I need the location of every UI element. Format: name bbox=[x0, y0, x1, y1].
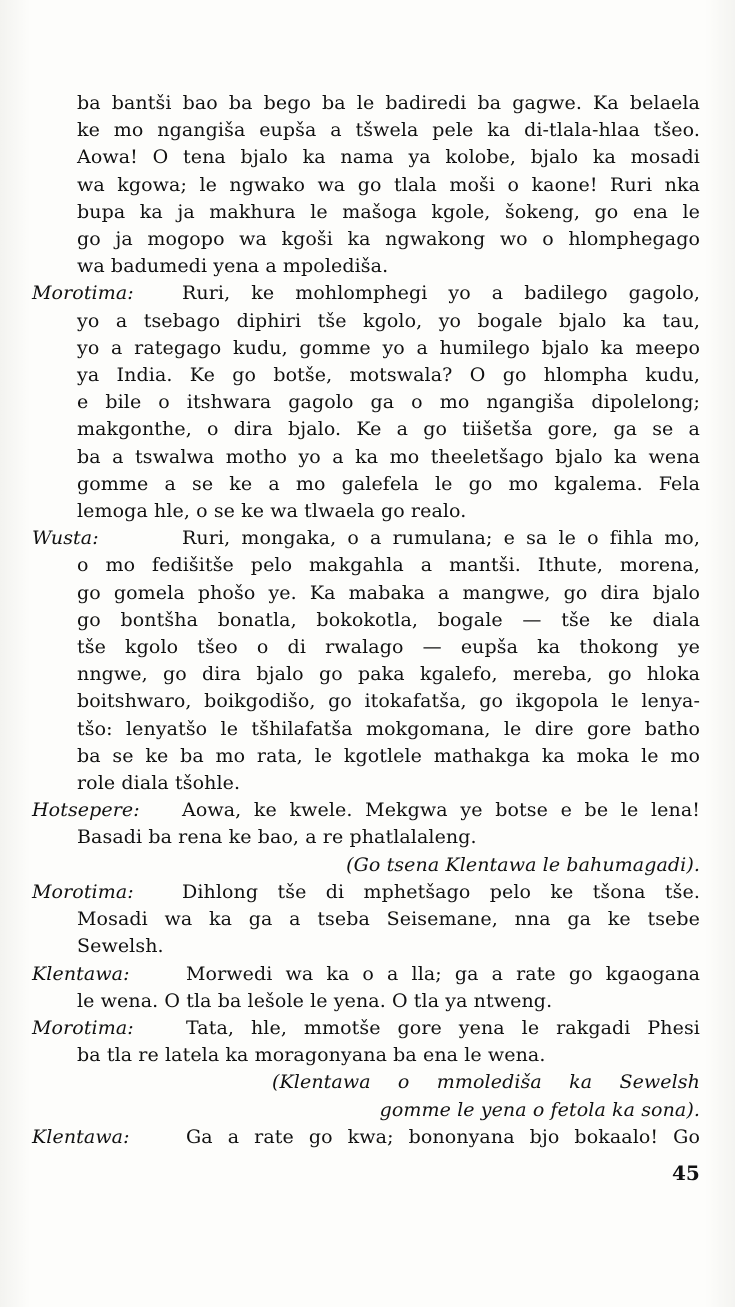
dialogue-line: ba se ke ba mo rata, le kgotlele mathakga ka moka le mo bbox=[77, 744, 700, 767]
dialogue-line: boitshwaro, boikgodišo, go itokafatša, go ikgopola le lenya- bbox=[77, 690, 700, 713]
dialogue-line: Basadi ba rena ke bao, a re phatlalaleng. bbox=[77, 826, 477, 849]
page-text bbox=[32, 90, 700, 1151]
page-number: 45 bbox=[672, 1161, 700, 1185]
dialogue-line: tše kgolo tšeo o di rwalago — eupša ka thokong ye bbox=[77, 636, 700, 659]
dialogue-line: Morwedi wa ka o a lla; ga a rate go kgaogana bbox=[186, 962, 700, 985]
speaker-name: Morotima: bbox=[32, 282, 134, 305]
text-line: bupa ka ja makhura le mašoga kgole, šokeng, go ena le bbox=[77, 200, 700, 223]
speaker-name: Morotima: bbox=[32, 880, 134, 903]
dialogue-entry bbox=[32, 525, 700, 797]
dialogue-line: yo a tsebago diphiri tše kgolo, yo bogale bjalo ka tau, bbox=[77, 309, 700, 332]
dialogue-line: Ga a rate go kwa; bononyana bjo bokaalo! Go bbox=[186, 1125, 700, 1148]
dialogue-line: Mosadi wa ka ga a tseba Seisemane, nna ga ke tsebe bbox=[77, 908, 700, 931]
dialogue-line: o mo fedišitše pelo makgahla a mantši. Ithute, morena, bbox=[77, 554, 700, 577]
dialogue-line: e bile o itshwara gagolo ga o mo ngangiša dipolelong; bbox=[77, 391, 700, 414]
dialogue-line: ya India. Ke go botše, motswala? O go hlompha kudu, bbox=[77, 364, 700, 387]
dialogue-entry bbox=[32, 797, 700, 851]
text-line: Aowa! O tena bjalo ka nama ya kolobe, bjalo ka mosadi bbox=[77, 146, 700, 169]
dialogue-line: le wena. O tla ba lešole le yena. O tla ya ntweng. bbox=[77, 989, 553, 1012]
dialogue-line: tšo: lenyatšo le tšhilafatša mokgomana, le dire gore batho bbox=[77, 717, 700, 740]
text-line: wa kgowa; le ngwako wa go tlala moši o kaone! Ruri nka bbox=[77, 173, 700, 196]
dialogue-entry bbox=[32, 280, 700, 525]
dialogue-line: go bontšha bonatla, bokokotla, bogale — tše ke diala bbox=[77, 608, 700, 631]
dialogue-line: ba tla re latela ka moragonyana ba ena le wena. bbox=[77, 1044, 546, 1067]
dialogue-entry bbox=[32, 1015, 700, 1069]
dialogue-entry bbox=[32, 879, 700, 961]
speaker-name: Morotima: bbox=[32, 1016, 134, 1039]
stage-direction: gomme le yena o fetola ka sona). bbox=[379, 1098, 700, 1121]
dialogue-line: go gomela phošo ye. Ka mabaka a mangwe, go dira bjalo bbox=[77, 581, 700, 604]
text-line: ke mo ngangiša eupša a tšwela pele ka di-tlala-hlaa tšeo. bbox=[77, 119, 700, 142]
dialogue-line: ba a tswalwa motho yo a ka mo theeletšago bjalo ka wena bbox=[77, 445, 700, 468]
speaker-name: Hotsepere: bbox=[32, 799, 140, 822]
dialogue-line: Tata, hle, mmotše gore yena le rakgadi Phesi bbox=[186, 1016, 700, 1039]
dialogue-line: role diala tšohle. bbox=[77, 772, 241, 795]
dialogue-line: lemoga hle, o se ke wa tlwaela go realo. bbox=[77, 500, 467, 523]
dialogue-line: Aowa, ke kwele. Mekgwa ye botse e be le lena! bbox=[182, 799, 700, 822]
dialogue-line: Sewelsh. bbox=[77, 935, 164, 958]
opening-paragraph bbox=[32, 90, 700, 280]
dialogue-entry bbox=[32, 1124, 700, 1151]
dialogue-line: nngwe, go dira bjalo go paka kgalefo, mereba, go hloka bbox=[77, 663, 700, 686]
dialogue-line: Dihlong tše di mphetšago pelo ke tšona tše. bbox=[182, 880, 700, 903]
dialogue-line: Ruri, mongaka, o a rumulana; e sa le o fihla mo, bbox=[182, 527, 700, 550]
speaker-name: Wusta: bbox=[32, 527, 99, 550]
text-line: go ja mogopo wa kgoši ka ngwakong wo o hlomphegago bbox=[77, 228, 700, 251]
dialogue-entry bbox=[32, 961, 700, 1015]
speaker-name: Klentawa: bbox=[32, 962, 130, 985]
dialogue-line: makgonthe, o dira bjalo. Ke a go tiišetša gore, ga se a bbox=[77, 418, 700, 441]
speaker-name: Klentawa: bbox=[32, 1125, 130, 1148]
stage-direction: (Go tsena Klentawa le bahumagadi). bbox=[346, 853, 700, 876]
dialogue-line: yo a rategago kudu, gomme yo a humilego bjalo ka meepo bbox=[77, 336, 700, 359]
text-line: wa badumedi yena a mpolediša. bbox=[77, 255, 389, 278]
dialogue-line: gomme a se ke a mo galefela le go mo kgalema. Fela bbox=[77, 472, 700, 495]
stage-direction: (Klentawa o mmolediša ka Sewelsh bbox=[272, 1071, 700, 1094]
text-line: ba bantši bao ba bego ba le badiredi ba gagwe. Ka belaela bbox=[77, 92, 700, 114]
dialogue-line: Ruri, ke mohlomphegi yo a badilego gagolo, bbox=[182, 282, 700, 305]
